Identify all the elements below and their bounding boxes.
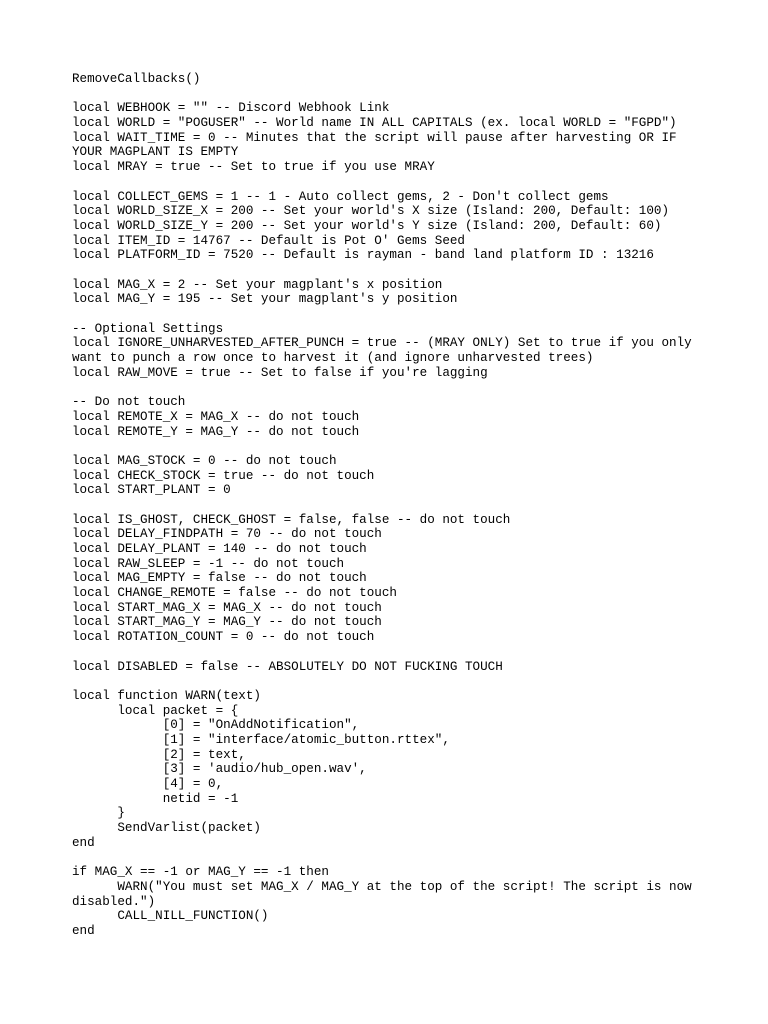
code-line: local WEBHOOK = "" -- Discord Webhook Link xyxy=(72,101,390,116)
code-line: netid = -1 xyxy=(72,791,239,806)
code-line: want to punch a row once to harvest it (and ignore unharvested trees) xyxy=(72,351,594,366)
code-line: local DISABLED = false -- ABSOLUTELY DO NOT FUCKING TOUCH xyxy=(72,659,503,674)
code-line: -- Do not touch xyxy=(72,395,186,410)
code-line: [2] = text, xyxy=(72,747,246,762)
code-line: CALL_NILL_FUNCTION() xyxy=(72,909,269,924)
code-line: local IS_GHOST, CHECK_GHOST = false, false -- do not touch xyxy=(72,512,511,527)
code-line: local START_PLANT = 0 xyxy=(72,483,231,498)
code-line xyxy=(72,380,712,395)
code-line: local START_MAG_X = MAG_X -- do not touch xyxy=(72,600,382,615)
code-line: local function WARN(text) xyxy=(72,688,261,703)
code-line xyxy=(72,674,712,689)
code-line: local ITEM_ID = 14767 -- Default is Pot O' Gems Seed xyxy=(72,233,465,248)
code-line: local RAW_SLEEP = -1 -- do not touch xyxy=(72,556,345,571)
code-line: local MAG_X = 2 -- Set your magplant's x position xyxy=(72,277,443,292)
code-line: -- Optional Settings xyxy=(72,321,224,336)
code-line xyxy=(72,850,712,865)
code-line: local REMOTE_Y = MAG_Y -- do not touch xyxy=(72,424,360,439)
code-line: [4] = 0, xyxy=(72,777,224,791)
document-page xyxy=(72,72,712,939)
code-line: local REMOTE_X = MAG_X -- do not touch xyxy=(72,409,360,424)
code-line: local START_MAG_Y = MAG_Y -- do not touch xyxy=(72,615,382,630)
code-line: local COLLECT_GEMS = 1 -- 1 - Auto collect gems, 2 - Don't collect gems xyxy=(72,189,609,204)
code-block xyxy=(72,72,712,939)
code-line xyxy=(72,307,712,322)
code-line: SendVarlist(packet) xyxy=(72,821,261,836)
code-line: local WORLD_SIZE_X = 200 -- Set your world's X size (Island: 200, Default: 100) xyxy=(72,204,670,219)
code-line: disabled.") xyxy=(72,894,156,909)
code-line: local MAG_STOCK = 0 -- do not touch xyxy=(72,453,337,468)
code-line: local DELAY_FINDPATH = 70 -- do not touch xyxy=(72,527,382,542)
code-line xyxy=(72,439,712,454)
code-line: local ROTATION_COUNT = 0 -- do not touch xyxy=(72,630,375,645)
code-line: [0] = "OnAddNotification", xyxy=(72,718,360,733)
code-line xyxy=(72,498,712,513)
code-line: local IGNORE_UNHARVESTED_AFTER_PUNCH = true -- (MRAY ONLY) Set to true if you only xyxy=(72,336,692,351)
code-line: WARN("You must set MAG_X / MAG_Y at the top of the script! The script is now xyxy=(72,879,692,894)
code-line: [1] = "interface/atomic_button.rttex", xyxy=(72,732,450,747)
code-line: local MAG_EMPTY = false -- do not touch xyxy=(72,571,367,586)
code-line: if MAG_X == -1 or MAG_Y == -1 then xyxy=(72,865,329,880)
code-line: local CHANGE_REMOTE = false -- do not touch xyxy=(72,586,397,601)
code-line: end xyxy=(72,835,95,850)
code-line: [3] = 'audio/hub_open.wav', xyxy=(72,762,367,777)
code-line xyxy=(72,645,712,660)
code-line: local WAIT_TIME = 0 -- Minutes that the script will pause after harvesting OR IF xyxy=(72,130,677,145)
code-line: local WORLD = "POGUSER" -- World name IN ALL CAPITALS (ex. local WORLD = "FGPD") xyxy=(72,116,677,131)
code-line: local CHECK_STOCK = true -- do not touch xyxy=(72,468,375,483)
code-line xyxy=(72,263,712,278)
code-line: local MRAY = true -- Set to true if you use MRAY xyxy=(72,160,435,175)
code-line xyxy=(72,175,712,190)
code-line: local PLATFORM_ID = 7520 -- Default is rayman - band land platform ID : 13216 xyxy=(72,248,654,263)
code-line: YOUR MAGPLANT IS EMPTY xyxy=(72,145,239,160)
code-line xyxy=(72,87,712,102)
code-line: local packet = { xyxy=(72,703,239,718)
code-line: end xyxy=(72,923,95,938)
code-line: local RAW_MOVE = true -- Set to false if you're lagging xyxy=(72,365,488,380)
code-line: local WORLD_SIZE_Y = 200 -- Set your world's Y size (Island: 200, Default: 60) xyxy=(72,218,662,233)
code-line: local DELAY_PLANT = 140 -- do not touch xyxy=(72,542,367,556)
code-line: local MAG_Y = 195 -- Set your magplant's y position xyxy=(72,292,458,307)
code-line: RemoveCallbacks() xyxy=(72,72,201,86)
code-line: } xyxy=(72,806,125,821)
